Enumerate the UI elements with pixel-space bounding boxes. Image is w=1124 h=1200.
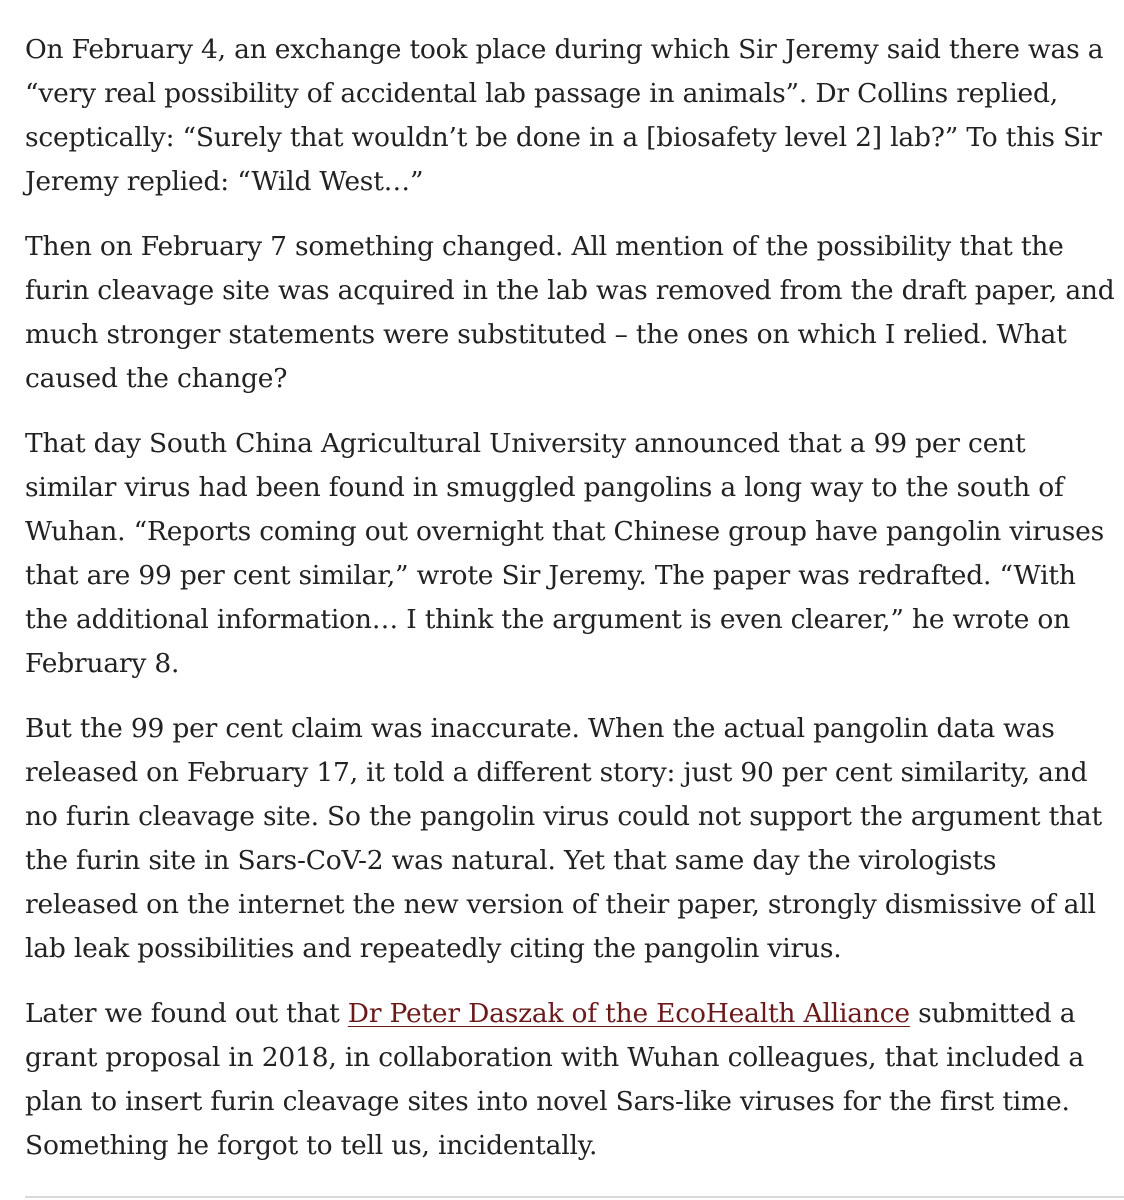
paragraph-5-text-before: Later we found out that bbox=[25, 998, 348, 1029]
paragraph-5 bbox=[25, 992, 1115, 1168]
bottom-divider bbox=[25, 1196, 1124, 1198]
paragraph-1: On February 4, an exchange took place during which Sir Jeremy said there was a “very real possibility of accidental lab passage in animals”. Dr Collins replied, sceptically: “Surely that wouldn’t be done in a [biosafety level 2] lab?” To this Sir Jeremy replied: “Wild West…” bbox=[25, 34, 1104, 197]
article-body bbox=[25, 28, 1115, 1189]
daszak-link[interactable]: Dr Peter Daszak of the EcoHealth Alliance bbox=[347, 998, 910, 1029]
paragraph-3: That day South China Agricultural University announced that a 99 per cent similar virus had been found in smuggled pangolins a long way to the south of Wuhan. “Reports coming out overnight that Chinese group have pangolin viruses that are 99 per cent similar,” wrote Sir Jeremy. The paper was redrafted. “With the additional information… I think the argument is even clearer,” he wrote on February 8. bbox=[25, 428, 1105, 679]
paragraph-5-text-after: submitted a grant proposal in 2018, in collaboration with Wuhan colleagues, that included a plan to insert furin cleavage sites into novel Sars-like viruses for the first time. Something he forgot to tell us, incidentally. bbox=[25, 998, 1084, 1161]
paragraph-2: Then on February 7 something changed. All mention of the possibility that the furin cleavage site was acquired in the lab was removed from the draft paper, and much stronger statements were substituted – the ones on which I relied. What caused the change? bbox=[25, 231, 1115, 394]
paragraph-4: But the 99 per cent claim was inaccurate. When the actual pangolin data was released on February 17, it told a different story: just 90 per cent similarity, and no furin cleavage site. So the pangolin virus could not support the argument that the furin site in Sars-CoV-2 was natural. Yet that same day the virologists released on the internet the new version of their paper, strongly dismissive of all lab leak possibilities and repeatedly citing the pangolin virus. bbox=[25, 713, 1102, 964]
